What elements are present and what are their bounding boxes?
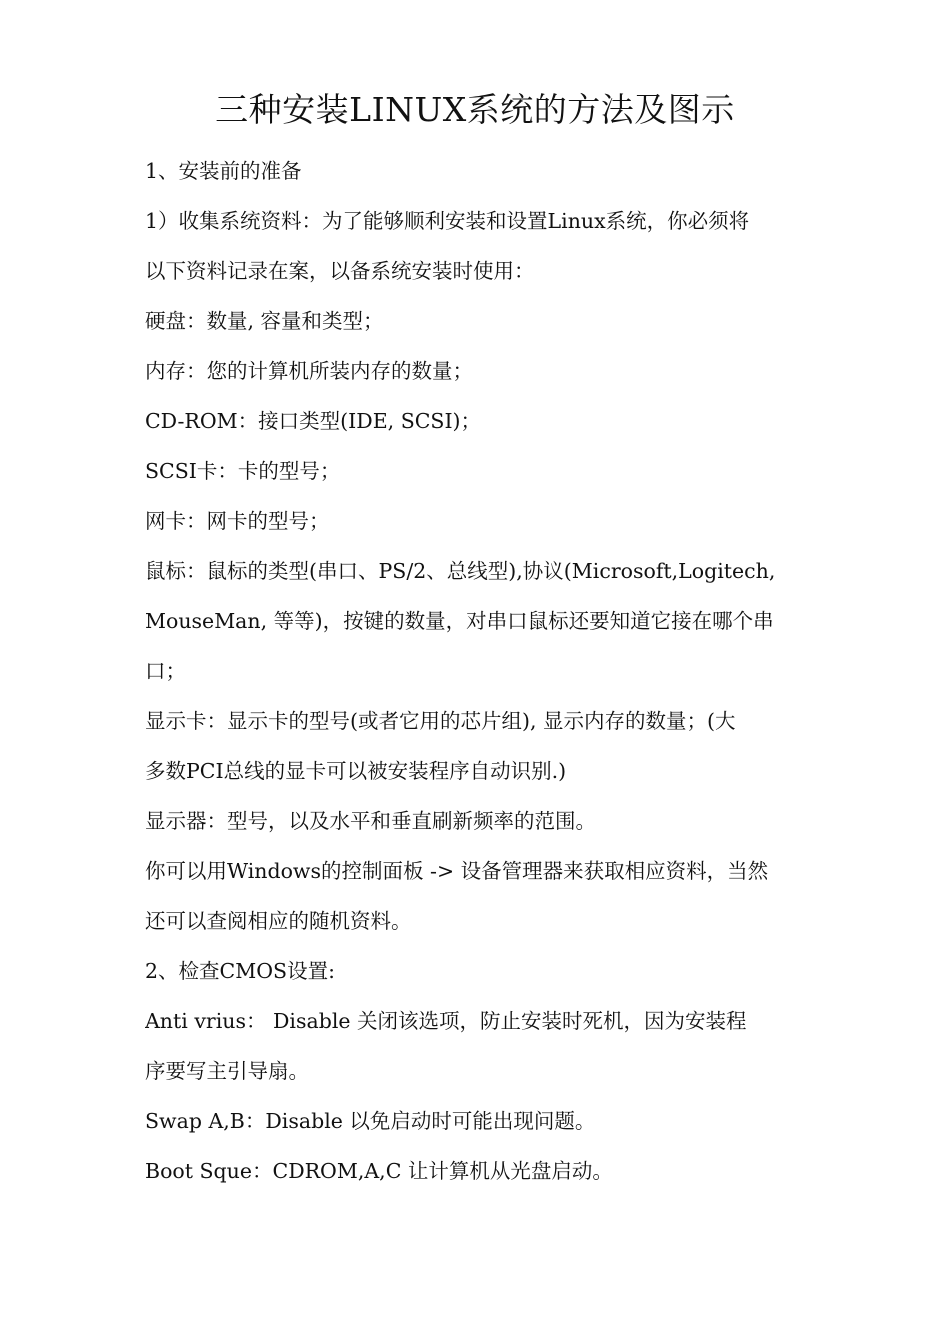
hardware-item-memory: 内存：您的计算机所装内存的数量； [145,359,473,383]
paragraph-line: MouseMan, 等等)，按键的数量，对串口鼠标还要知道它接在哪个串 [145,609,774,633]
cmos-item-swap: Swap A,B：Disable 以免启动时可能出现问题。 [145,1109,596,1133]
hardware-item-cdrom: CD-ROM：接口类型(IDE, SCSI)； [145,409,482,433]
cmos-item-antivirus: Anti vrius： Disable 关闭该选项，防止安装时死机，因为安装程 [145,1009,747,1033]
paragraph-line: 序要写主引导扇。 [145,1059,309,1083]
paragraph-line: 以下资料记录在案，以备系统安装时使用： [145,259,535,283]
hardware-item-mouse: 鼠标：鼠标的类型(串口、PS/2、总线型),协议(Microsoft,Logitech, [145,559,776,583]
paragraph-line: 你可以用Windows的控制面板 -> 设备管理器来获取相应资料，当然 [145,859,769,883]
cmos-item-boot-sequence: Boot Sque：CDROM,A,C 让计算机从光盘启动。 [145,1159,613,1183]
hardware-item-nic: 网卡：网卡的型号； [145,509,330,533]
paragraph-line: 口； [145,659,186,683]
section-heading-cmos: 2、检查CMOS设置: [145,959,335,983]
paragraph-line: 多数PCI总线的显卡可以被安装程序自动识别.) [145,759,567,783]
section-heading-preparation: 1、安装前的准备 [145,159,302,183]
hardware-item-scsi: SCSI卡：卡的型号； [145,459,341,483]
document-body [145,146,810,1196]
hardware-item-harddisk: 硬盘：数量, 容量和类型； [145,309,384,333]
paragraph-line: 1）收集系统资料：为了能够顺利安装和设置Linux系统，你必须将 [145,209,750,233]
hardware-item-monitor: 显示器：型号，以及水平和垂直刷新频率的范围。 [145,809,596,833]
paragraph-line: 还可以查阅相应的随机资料。 [145,909,412,933]
document-title: 三种安装LINUX系统的方法及图示 [215,90,735,129]
hardware-item-display-card: 显示卡：显示卡的型号(或者它用的芯片组), 显示内存的数量；(大 [145,709,736,733]
